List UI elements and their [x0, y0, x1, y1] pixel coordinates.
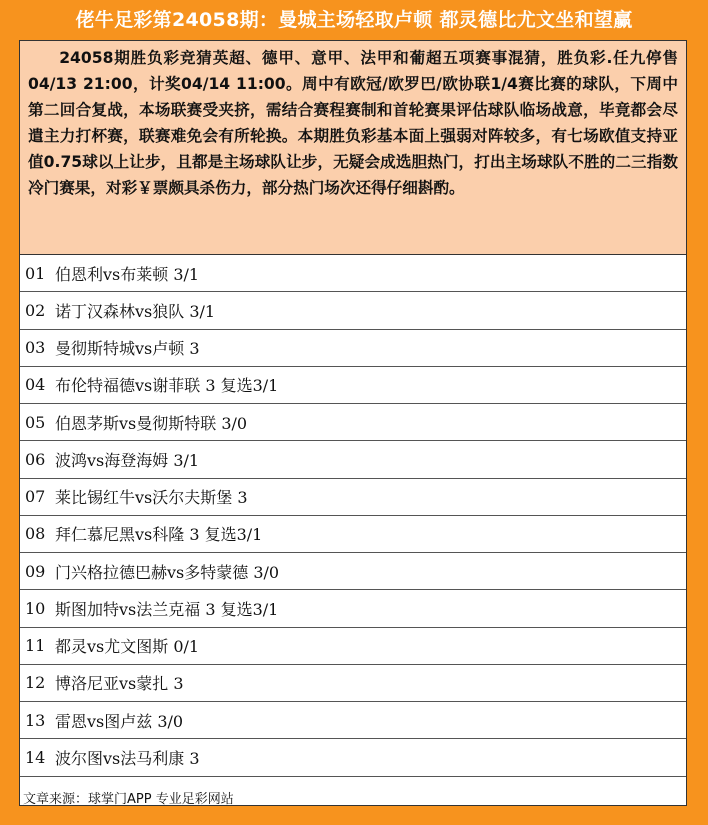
match-row: [20, 330, 686, 367]
match-text: 波尔图vs法马利康 3: [55, 748, 200, 768]
page-title: 佬牛足彩第24058期：曼城主场轻取卢顿 都灵德比尤文坐和望赢: [75, 9, 633, 31]
match-text: 布伦特福德vs谢菲联 3 复选3/1: [55, 376, 279, 396]
match-text: 门兴格拉德巴赫vs多特蒙德 3/0: [55, 562, 280, 582]
match-text: 雷恩vs图卢兹 3/0: [55, 711, 184, 731]
match-row: [20, 665, 686, 702]
match-row: [20, 702, 686, 739]
match-number: 05: [25, 412, 46, 432]
match-number: 12: [25, 673, 46, 693]
match-number: 04: [25, 375, 46, 395]
match-number: 03: [25, 338, 46, 358]
match-number: 13: [25, 710, 46, 730]
match-text: 斯图加特vs法兰克福 3 复选3/1: [55, 599, 279, 619]
match-row: [20, 255, 686, 292]
match-row: [20, 441, 686, 478]
match-text: 诺丁汉森林vs狼队 3/1: [55, 301, 216, 321]
match-number: 07: [25, 487, 46, 507]
content-card: [19, 40, 687, 806]
match-number: 01: [25, 263, 46, 283]
match-row: [20, 404, 686, 441]
match-row: [20, 367, 686, 404]
match-number: 09: [25, 561, 46, 581]
match-number: 11: [25, 636, 46, 656]
match-row: [20, 628, 686, 665]
match-row: [20, 516, 686, 553]
match-text: 波鸿vs海登海姆 3/1: [55, 450, 200, 470]
match-number: 02: [25, 300, 46, 320]
match-row: [20, 479, 686, 516]
intro-paragraph: 24058期胜负彩竞猜英超、德甲、意甲、法甲和葡超五项赛事混猜，胜负彩.任九停售04/13 21:00，计奖04/14 11:00。周中有欧冠/欧罗巴/欧协联1/4赛比赛的球队，下周中第二回合复战，本场联赛受夹挤，需结合赛程赛制和首轮赛果评估球队临场战意，毕竟都会尽遣主力打杯赛，联赛难免会有所轮换。本期胜负彩基本面上强弱对阵较多，有七场欧值支持亚值0.75球以上让步，且都是主场球队让步，无疑会成选胆热门，打出主场球队不胜的二三指数冷门赛果，对彩￥票颇具杀伤力，部分热门场次还得仔细斟酌。: [20, 41, 686, 255]
source-footer: 文章来源：球掌门APP 专业足彩网站: [23, 791, 234, 807]
match-text: 都灵vs尤文图斯 0/1: [55, 637, 200, 657]
match-text: 莱比锡红牛vs沃尔夫斯堡 3: [55, 488, 248, 508]
match-number: 08: [25, 524, 46, 544]
match-text: 伯恩利vs布莱顿 3/1: [55, 264, 200, 284]
match-text: 曼彻斯特城vs卢顿 3: [55, 339, 200, 359]
match-row: [20, 590, 686, 627]
match-number: 06: [25, 449, 46, 469]
match-list: [20, 255, 686, 777]
match-number: 14: [25, 747, 46, 767]
match-text: 博洛尼亚vs蒙扎 3: [55, 674, 184, 694]
match-text: 伯恩茅斯vs曼彻斯特联 3/0: [55, 413, 248, 433]
match-number: 10: [25, 598, 46, 618]
match-row: [20, 553, 686, 590]
match-row: [20, 292, 686, 329]
match-text: 拜仁慕尼黑vs科隆 3 复选3/1: [55, 525, 263, 545]
match-row: [20, 739, 686, 776]
